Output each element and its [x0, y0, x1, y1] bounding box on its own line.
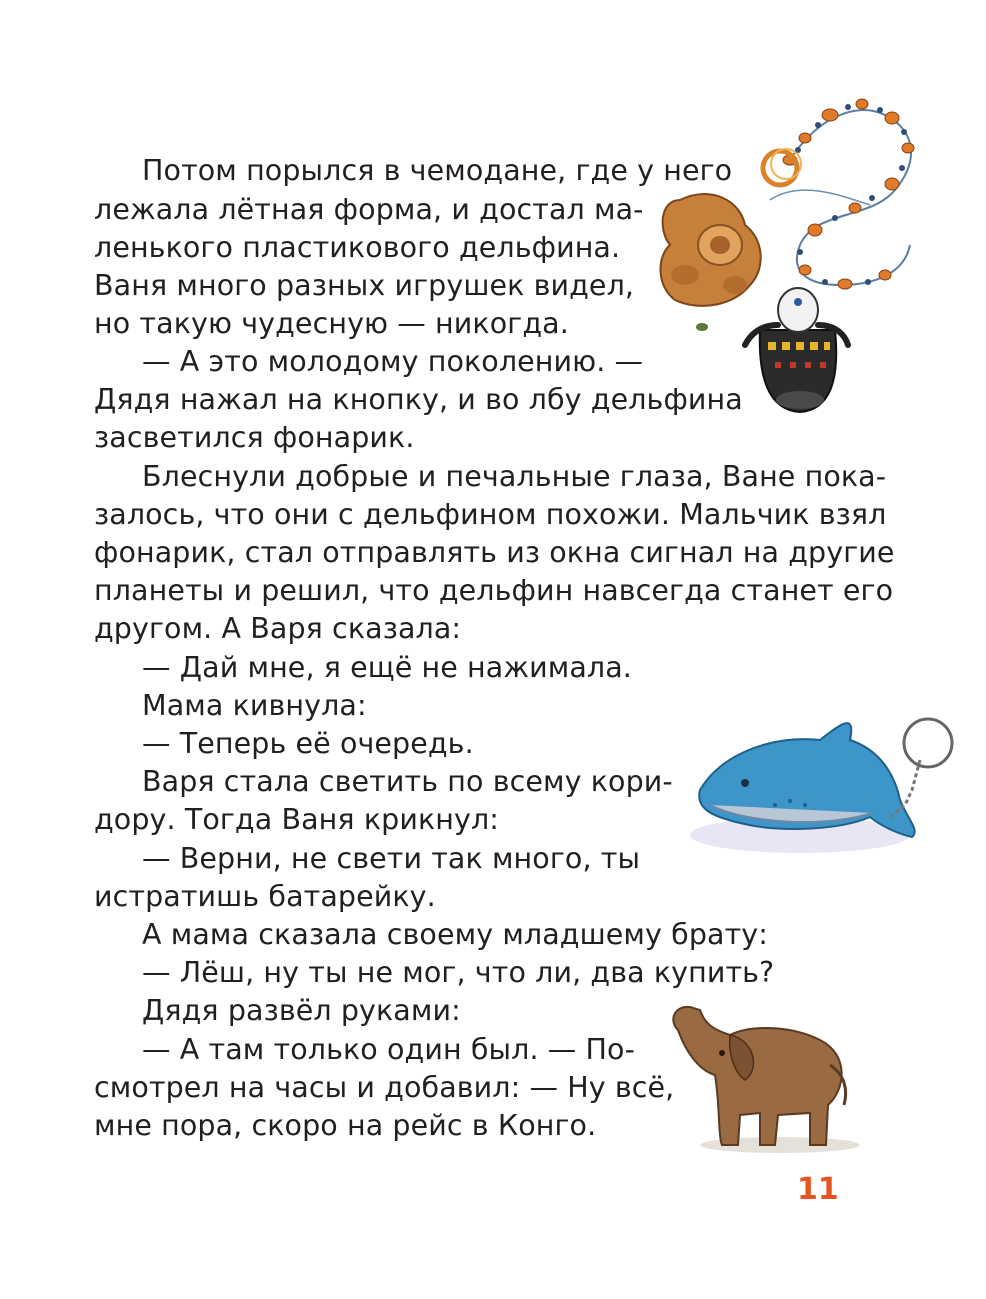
dolphin-keychain-icon — [680, 705, 960, 865]
text-line-6: — А это молодому поколению. — — [142, 345, 644, 378]
text-line-16: — Теперь её очередь. — [142, 727, 474, 760]
text-line-18: дору. Тогда Ваня крикнул: — [94, 803, 499, 836]
text-line-14: — Дай мне, я ещё не нажимала. — [142, 651, 632, 684]
text-line-4: Ваня много разных игрушек видел, — [94, 269, 635, 302]
text-line-8: засветился фонарик. — [94, 421, 415, 454]
page-number: 11 — [797, 1172, 839, 1207]
elephant-figurine-icon — [660, 995, 870, 1160]
text-line-10: залось, что они с дельфином похожи. Мальчик взял — [94, 498, 887, 531]
text-line-23: Дядя развёл руками: — [142, 994, 461, 1027]
text-line-24: — А там только один был. — По- — [142, 1033, 635, 1066]
text-line-25: смотрел на часы и добавил: — Ну всё, — [94, 1071, 675, 1104]
text-line-15: Мама кивнула: — [142, 689, 367, 722]
text-line-5: но такую чудесную — никогда. — [94, 307, 569, 340]
text-line-19: — Верни, не свети так много, ты — [142, 842, 641, 875]
text-line-13: другом. А Варя сказала: — [94, 612, 462, 645]
text-line-11: фонарик, стал отправлять из окна сигнал на другие — [94, 536, 895, 569]
text-line-9: Блеснули добрые и печальные глаза, Ване пока- — [142, 460, 887, 493]
toy-collection-icon — [640, 80, 940, 420]
text-line-21: А мама сказала своему младшему брату: — [142, 918, 768, 951]
text-line-17: Варя стала светить по всему кори- — [142, 765, 673, 798]
text-line-2: лежала лётная форма, и достал ма- — [94, 193, 644, 226]
text-line-20: истратишь батарейку. — [94, 880, 436, 913]
text-line-26: мне пора, скоро на рейс в Конго. — [94, 1109, 597, 1142]
text-line-1: Потом порылся в чемодане, где у него — [142, 154, 733, 187]
text-line-7: Дядя нажал на кнопку, и во лбу дельфина — [94, 383, 743, 416]
text-line-12: планеты и решил, что дельфин навсегда станет его — [94, 574, 894, 607]
text-line-22: — Лёш, ну ты не мог, что ли, два купить? — [142, 956, 775, 989]
text-line-3: ленького пластикового дельфина. — [94, 231, 621, 264]
